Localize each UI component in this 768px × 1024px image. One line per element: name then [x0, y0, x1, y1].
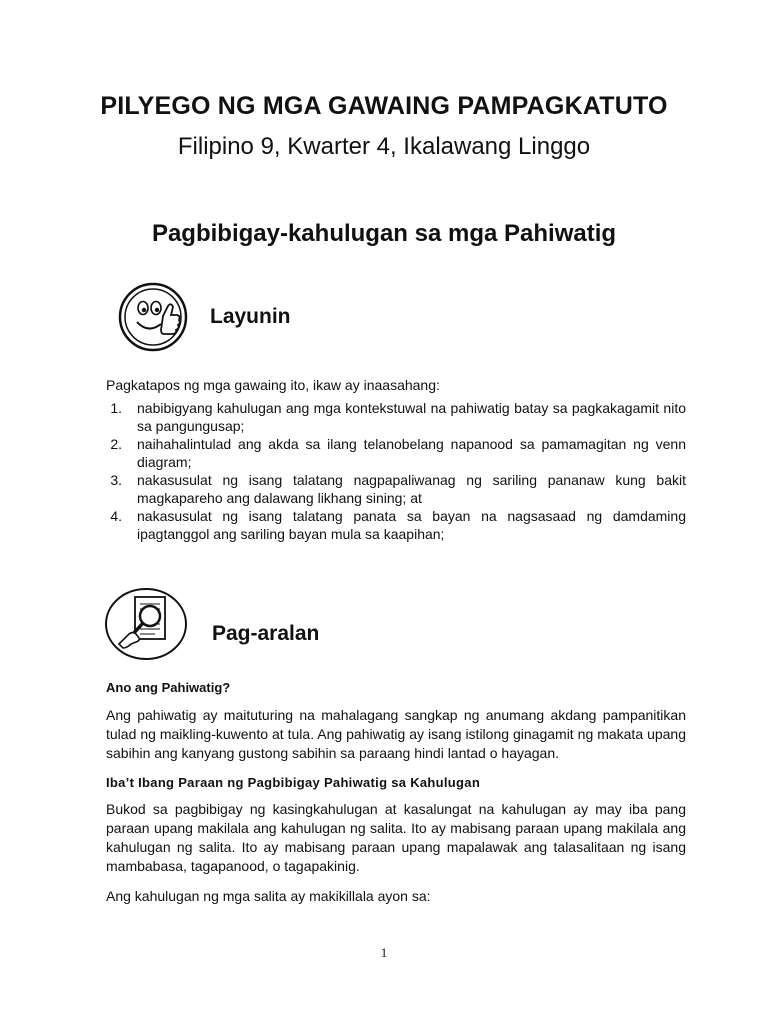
list-item: 3. nakasusulat ng isang talatang nagpapaliwanag ng sariling pananaw kung bakit magkapareho ang dalawang likhang sining; at [110, 472, 686, 506]
list-item: 1. nabibigyang kahulugan ang mga kontekstuwal na pahiwatig batay sa pagkakagamit nito sa pangungusap; [110, 400, 686, 434]
subheading-paraan: Iba’t Ibang Paraan ng Pagbibigay Pahiwatig sa Kahulugan [106, 775, 481, 790]
page-number: 1 [380, 945, 388, 960]
lesson-topic: Pagbibigay-kahulugan sa mga Pahiwatig [151, 220, 617, 247]
thumbs-up-smiley-icon [118, 282, 188, 352]
paragraph-kahulugan-ayon-sa: Ang kahulugan ng mga salita ay makikillala ayon sa: [106, 888, 431, 904]
document-subtitle: Filipino 9, Kwarter 4, Ikalawang Linggo [177, 133, 591, 160]
subheading-ano-ang-pahiwatig: Ano ang Pahiwatig? [106, 680, 231, 695]
paragraph-paraan: Bukod sa pagbibigay ng kasingkahulugan at kasalungat na kahulugan ay may iba pang paraan upang makilala ang kahulugan ng salita. Ito ay mabisang paraan upang makilala ang kahulugan ng salita. Ito ay mabisang paraan upang mapalawak ang talasalitaan ng isang mambabasa, tagapanood, o tagapakinig. [106, 801, 686, 874]
list-item: 4. nakasusulat ng isang talatang panata sa bayan na nagsasaad ng damdaming ipagtanggol ang sariling bayan mula sa kaapihan; [110, 508, 686, 542]
section-heading-layunin: Layunin [210, 305, 291, 328]
list-item: 2. naihahalintulad ang akda sa ilang telanobelang napanood sa pamamagitan ng venn diagram; [110, 436, 686, 470]
document-title: PILYEGO NG MGA GAWAING PAMPAGKATUTO [100, 92, 668, 120]
paragraph-pahiwatig-definition: Ang pahiwatig ay maituturing na mahalagang sangkap ng anumang akdang pampanitikan tulad ng maikling-kuwento at tula. Ang pahiwatig ay isang istilong ginagamit ng makata upang sabihin ang kanyang gustong sabihin sa paraang hindi lantad o hayagan. [106, 707, 686, 761]
section-heading-pag-aralan: Pag-aralan [212, 622, 320, 645]
magnifier-document-icon [105, 588, 187, 660]
objectives-list [106, 399, 686, 543]
objectives-intro: Pagkatapos ng mga gawaing ito, ikaw ay inaasahang: [106, 377, 440, 393]
